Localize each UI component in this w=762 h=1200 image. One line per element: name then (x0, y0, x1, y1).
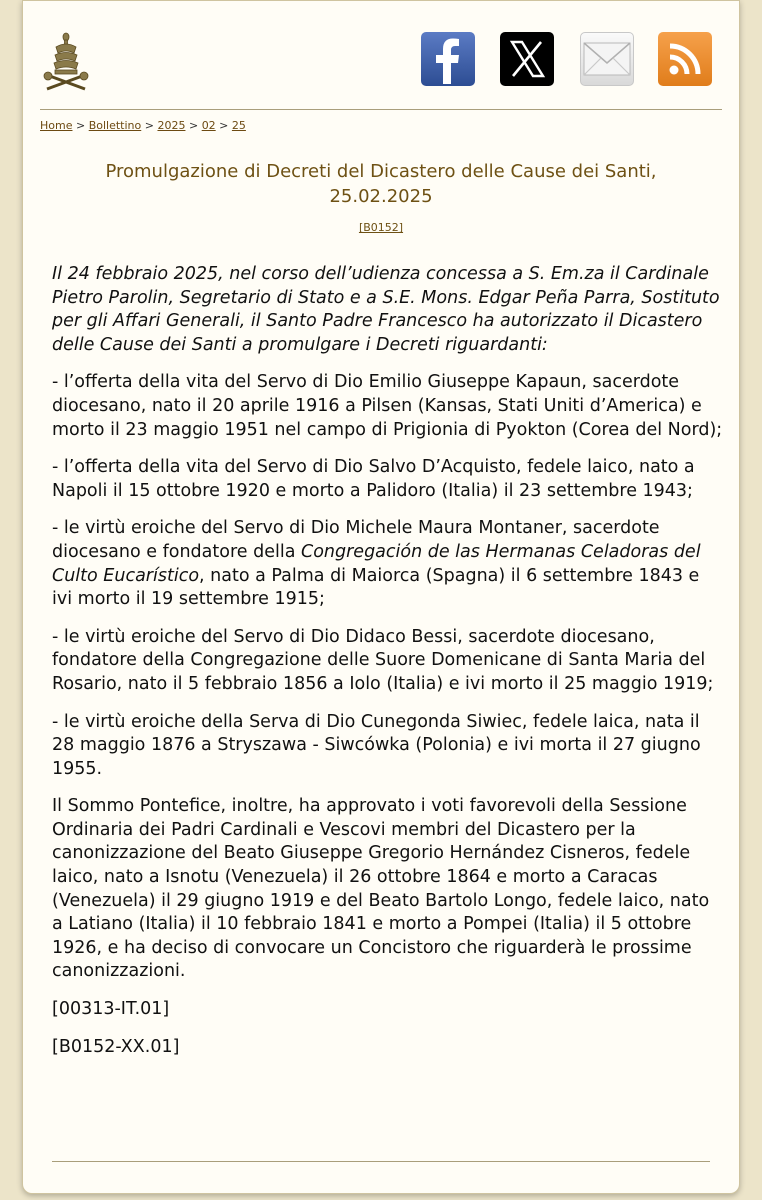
intro-paragraph: Il 24 febbraio 2025, nel corso dell’udienza concessa a S. Em.za il Cardinale Pietro Parolin, Segretario di Stato e a S.E. Mons. Edgar Peña Parra, Sostituto per gli Affari Generali, il Santo Padre Francesco ha autorizzato il Dicastero delle Cause dei Santi a promulgare i Decreti riguardanti: (52, 264, 720, 355)
x-icon (500, 32, 554, 86)
x-share-button[interactable] (500, 32, 554, 86)
decree-item: - le virtù eroiche della Serva di Dio Cunegonda Siwiec, fedele laica, nata il 28 maggio 1876 a Stryszawa - Siwcówka (Polonia) e ivi morta il 27 giugno 1955. (52, 711, 701, 779)
bulletin-code-link[interactable]: [B0152] (358, 221, 404, 234)
reference-code: [B0152-XX.01] (52, 1036, 180, 1057)
email-icon (581, 33, 633, 85)
decree-item (52, 517, 724, 611)
email-share-button[interactable] (580, 32, 634, 86)
breadcrumb-bollettino-link[interactable]: Bollettino (88, 119, 142, 132)
decree-item: - le virtù eroiche del Servo di Dio Didaco Bessi, sacerdote diocesano, fondatore della Congregazione delle Suore Domenicane di Santa Maria del Rosario, nato il 5 febbraio 1856 a Iolo (Italia) e ivi morto il 25 maggio 1919; (52, 626, 714, 694)
article-body (52, 263, 724, 1073)
breadcrumb-separator: > (72, 119, 89, 132)
footer-divider (52, 1161, 710, 1162)
decree-item: - l’offerta della vita del Servo di Dio Emilio Giuseppe Kapaun, sacerdote diocesano, nato il 20 aprile 1916 a Pilsen (Kansas, Stati Uniti d’America) e morto il 23 maggio 1951 nel campo di Prigionia di Pyokton (Corea del Nord); (52, 372, 723, 440)
bulletin-code (23, 221, 739, 234)
breadcrumb-month-link[interactable]: 02 (201, 119, 216, 132)
breadcrumb-year-link[interactable]: 2025 (157, 119, 186, 132)
closing-paragraph: Il Sommo Pontefice, inoltre, ha approvato i voti favorevoli della Sessione Ordinaria dei Padri Cardinali e Vescovi membri del Dicastero per la canonizzazione del Beato Giuseppe Gregorio Hernández Cisneros, fedele laico, nato a Isnotu (Venezuela) il 26 ottobre 1864 e morto a Caracas (Venezuela) il 29 giugno 1919 e del Beato Bartolo Longo, fedele laico, nato a Latiano (Italia) il 10 febbraio 1841 e morto a Pompei (Italia) il 5 ottobre 1926, e ha deciso di convocare un Concistoro che riguarderà le prossime canonizzazioni. (52, 796, 710, 982)
breadcrumb-day-link[interactable]: 25 (231, 119, 246, 132)
page-header (23, 1, 739, 109)
congregation-name: Congregación de las Hermanas Celadoras del Culto Eucarístico (52, 541, 701, 586)
rss-icon (658, 32, 712, 86)
facebook-share-button[interactable] (421, 32, 475, 86)
bulletin-page (22, 0, 740, 1194)
breadcrumb (40, 119, 246, 132)
decree-item-text: , nato a Palma di Maiorca (Spagna) il 6 settembre 1843 e ivi morto il 19 settembre 1915; (52, 565, 700, 610)
breadcrumb-separator: > (141, 119, 158, 132)
breadcrumb-separator: > (185, 119, 202, 132)
header-divider (40, 109, 722, 110)
decree-item: - l’offerta della vita del Servo di Dio Salvo D’Acquisto, fedele laico, nato a Napoli il 15 ottobre 1920 e morto a Palidoro (Italia) il 23 settembre 1943; (52, 457, 695, 501)
reference-code: [00313-IT.01] (52, 999, 170, 1020)
rss-feed-button[interactable] (658, 32, 712, 86)
breadcrumb-home-link[interactable]: Home (40, 119, 73, 132)
breadcrumb-separator: > (215, 119, 232, 132)
facebook-icon (421, 32, 475, 86)
page-title: Promulgazione di Decreti del Dicastero delle Cause dei Santi, 25.02.2025 (105, 161, 657, 207)
decree-item-text: - le virtù eroiche del Servo di Dio Michele Maura Montaner, sacerdote diocesano e fondatore della (52, 518, 660, 562)
papal-coat-of-arms-icon (39, 31, 93, 91)
